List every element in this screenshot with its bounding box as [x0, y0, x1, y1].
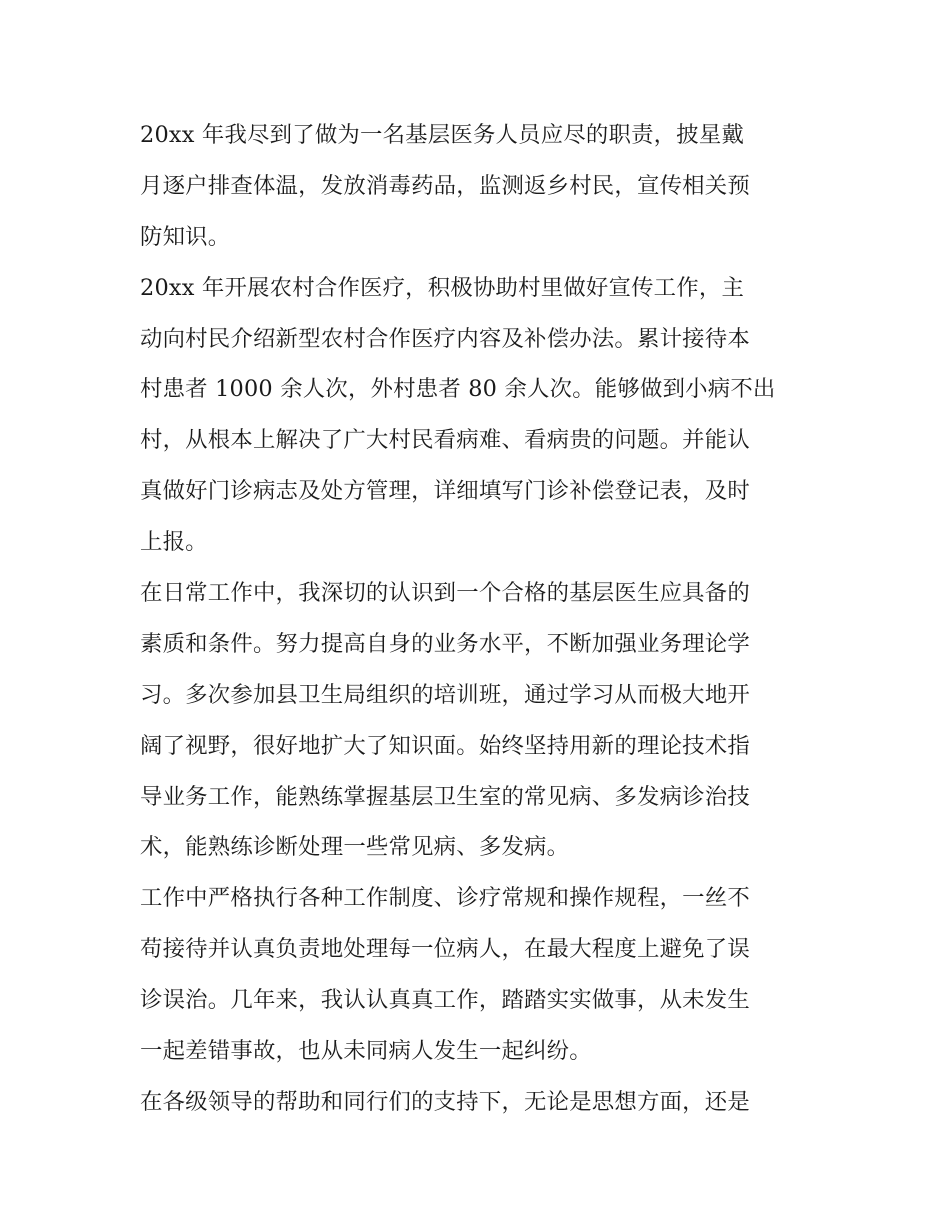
text-line: 动向村民介绍新型农村合作医疗内容及补偿办法。累计接待本 — [140, 325, 750, 352]
paragraph-3 — [140, 568, 812, 873]
paragraph-1 — [140, 110, 812, 263]
paragraph-2 — [140, 263, 812, 568]
text-line: 在各级领导的帮助和同行们的支持下，无论是思想方面，还是 — [140, 1088, 750, 1115]
text-line: 术，能熟练诊断处理一些常见病、多发病。 — [140, 834, 570, 861]
paragraph-4 — [140, 873, 812, 1077]
text-line: 真做好门诊病志及处方管理，详细填写门诊补偿登记表，及时 — [140, 478, 750, 505]
text-line: 20xx 年开展农村合作医疗，积极协助村里做好宣传工作，主 — [140, 274, 745, 301]
text-line: 上报。 — [140, 529, 208, 556]
text-line: 苟接待并认真负责地处理每一位病人，在最大程度上避免了误 — [140, 936, 750, 963]
text-line: 素质和条件。努力提高自身的业务水平，不断加强业务理论学 — [140, 630, 750, 657]
text-line: 防知识。 — [140, 223, 231, 250]
text-line: 20xx 年我尽到了做为一名基层医务人员应尽的职责，披星戴 — [140, 122, 745, 148]
text-line: 村，从根本上解决了广大村民看病难、看病贵的问题。并能认 — [140, 427, 750, 454]
text-line: 村患者 1000 余人次，外村患者 80 余人次。能够做到小病不出 — [140, 376, 776, 403]
text-line: 阔了视野，很好地扩大了知识面。始终坚持用新的理论技术指 — [140, 732, 750, 759]
text-line: 习。多次参加县卫生局组织的培训班，通过学习从而极大地开 — [140, 681, 750, 708]
document-body — [140, 110, 812, 1128]
text-line: 导业务工作，能熟练掌握基层卫生室的常见病、多发病诊治技 — [140, 783, 750, 810]
paragraph-5 — [140, 1077, 812, 1128]
text-line: 一起差错事故，也从未同病人发生一起纠纷。 — [140, 1038, 592, 1065]
text-line: 诊误治。几年来，我认认真真工作，踏踏实实做事，从未发生 — [140, 987, 750, 1014]
text-line: 工作中严格执行各种工作制度、诊疗常规和操作规程，一丝不 — [140, 885, 750, 912]
text-line: 月逐户排查体温，发放消毒药品，监测返乡村民，宣传相关预 — [140, 172, 750, 199]
text-line: 在日常工作中，我深切的认识到一个合格的基层医生应具备的 — [140, 580, 750, 607]
